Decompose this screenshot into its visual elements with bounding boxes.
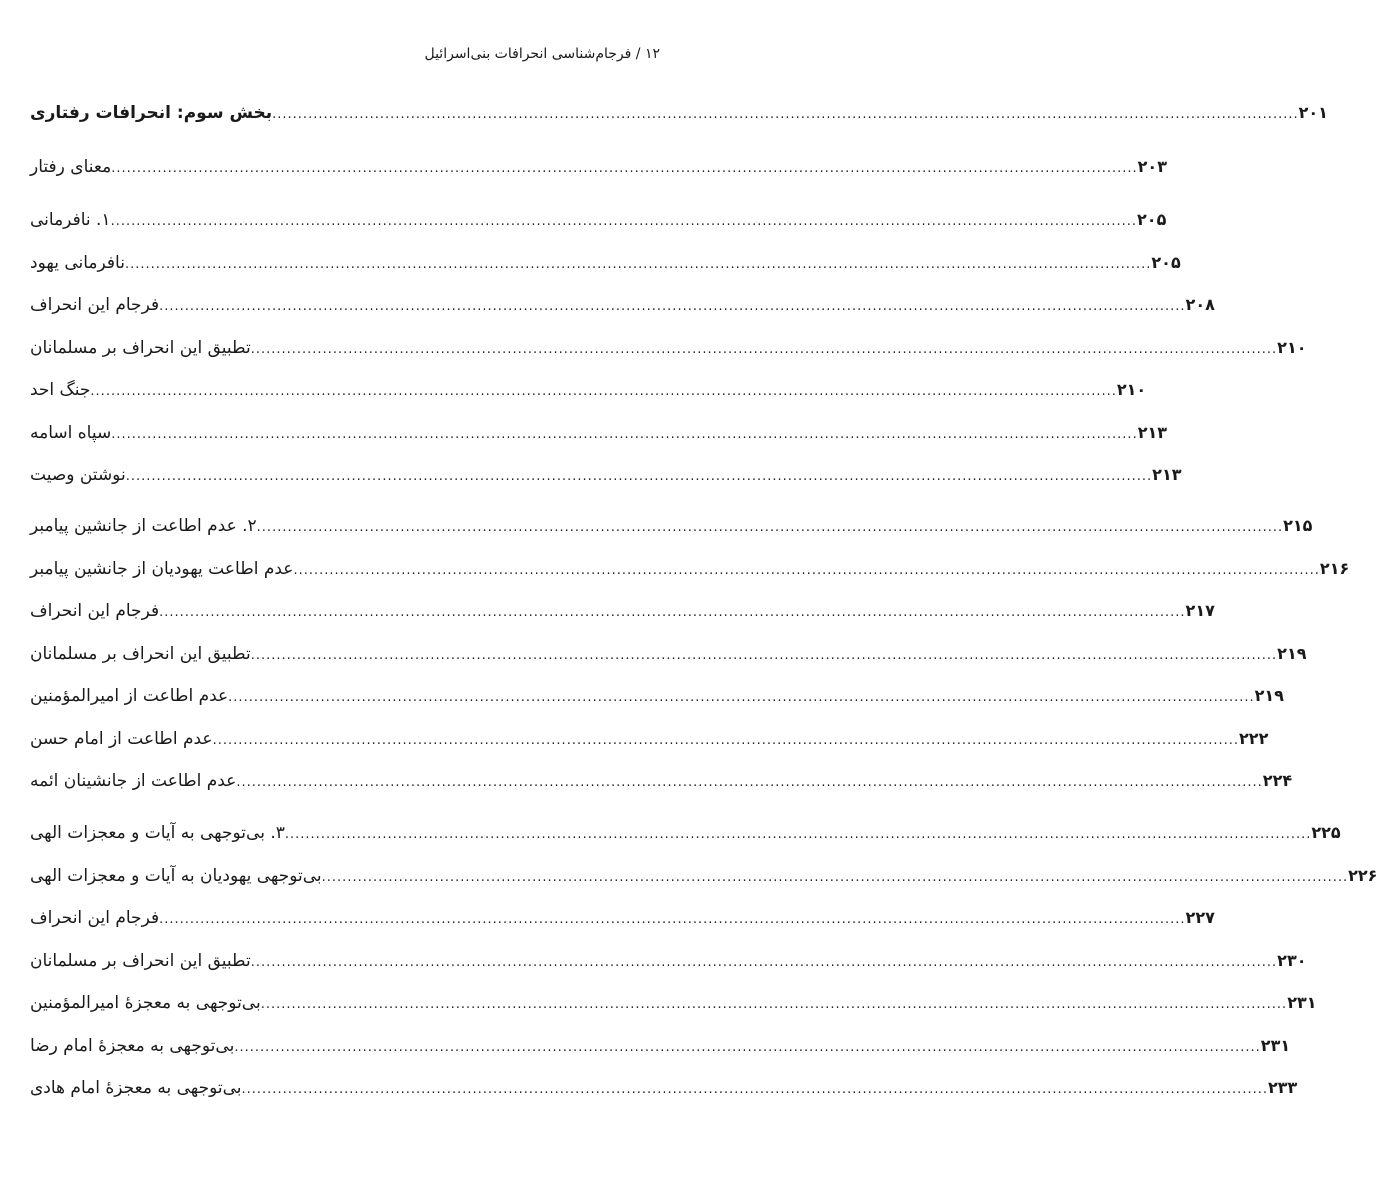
leader-dots: ........................................................................................................................................................................................................ [212, 733, 1240, 748]
toc-entry-title: نوشتن وصیت [30, 465, 126, 485]
toc-entry [24, 251, 1181, 277]
toc-entry-title: بی‌توجهی به معجزهٔ امیرالمؤمنین [30, 993, 261, 1013]
toc-entry-sub [24, 769, 1293, 795]
toc-entry [24, 599, 1215, 625]
toc-entry [24, 293, 1215, 319]
toc-entry-page: ۲۲۴ [1262, 771, 1293, 790]
leader-dots: ........................................................................................................................................................................................................ [250, 342, 1278, 357]
toc-entry [24, 557, 1350, 583]
toc-entry [24, 864, 1378, 890]
toc-entry [24, 906, 1215, 932]
toc-entry [24, 336, 1307, 362]
toc-entry-title: عدم اطاعت از امیرالمؤمنین [30, 686, 229, 706]
toc-entry-sub [24, 378, 1147, 404]
leader-dots: ........................................................................................................................................................................................................ [256, 520, 1284, 535]
toc-entry-title: سپاه اسامه [30, 423, 112, 443]
toc-entry-part [24, 101, 1328, 127]
toc-entry-title: ۱. نافرمانی [30, 210, 111, 230]
toc-entry-title: فرجام این انحراف [30, 295, 160, 315]
toc-entry-page: ۲۰۳ [1137, 157, 1167, 176]
toc-entry-chapter [24, 208, 1167, 234]
toc-entry-sub [24, 1076, 1298, 1102]
toc-entry-chapter [24, 821, 1341, 847]
toc-entry-title: عدم اطاعت یهودیان از جانشین پیامبر [30, 559, 294, 579]
toc-entry-page: ۲۳۰ [1277, 951, 1307, 970]
toc-entry-page: ۲۱۶ [1319, 559, 1350, 578]
toc-entry-title: فرجام این انحراف [30, 908, 160, 928]
toc-entry-title: جنگ احد [30, 380, 91, 400]
leader-dots: ........................................................................................................................................................................................................ [125, 469, 1153, 484]
leader-dots: ........................................................................................................................................................................................................ [236, 775, 1263, 790]
leader-dots: ........................................................................................................................................................................................................ [228, 690, 1255, 705]
toc-entry-sub [24, 421, 1167, 447]
toc-entry [24, 642, 1307, 668]
toc-entry-page: ۲۳۱ [1260, 1036, 1291, 1055]
toc-entry-title: معنای رفتار [30, 157, 112, 177]
leader-dots: ........................................................................................................................................................................................................ [272, 107, 1299, 122]
toc-entry-title: تطبیق این انحراف بر مسلمانان [30, 338, 251, 358]
toc-entry-page: ۲۲۷ [1185, 908, 1215, 927]
toc-entry-page: ۲۱۷ [1185, 601, 1215, 620]
toc-entry-page: ۲۱۵ [1283, 516, 1313, 535]
leader-dots: ........................................................................................................................................................................................................ [111, 161, 1138, 176]
toc-entry [24, 949, 1307, 975]
leader-dots: ........................................................................................................................................................................................................ [234, 1040, 1261, 1055]
leader-dots: ........................................................................................................................................................................................................ [90, 384, 1117, 399]
toc-entry-page: ۲۱۰ [1116, 380, 1147, 399]
toc-entry-page: ۲۰۸ [1185, 295, 1215, 314]
leader-dots: ........................................................................................................................................................................................................ [110, 214, 1138, 229]
leader-dots: ........................................................................................................................................................................................................ [111, 427, 1138, 442]
toc-entry-page: ۲۳۳ [1267, 1078, 1298, 1097]
toc-entry-title: عدم اطاعت از امام حسن [30, 729, 213, 749]
toc-entry-sub [24, 463, 1182, 489]
toc-entry-page: ۲۱۹ [1277, 644, 1307, 663]
toc-entry-chapter [24, 514, 1313, 540]
toc-entry [24, 155, 1167, 181]
toc-entry-page: ۲۰۱ [1298, 103, 1328, 122]
leader-dots: ........................................................................................................................................................................................................ [124, 257, 1152, 272]
toc-entry-title: بخش سوم: انحرافات رفتاری [30, 103, 273, 123]
toc-entry-title: بی‌توجهی یهودیان به آیات و معجزات الهی [30, 866, 322, 886]
toc-entry-sub [24, 684, 1284, 710]
toc-entry-page: ۲۰۵ [1151, 253, 1181, 272]
running-header: ۱۲ / فرجام‌شناسی انحرافات بنی‌اسرائیل [424, 46, 660, 62]
toc-entry-sub [24, 727, 1269, 753]
toc-entry-page: ۲۲۶ [1348, 866, 1378, 885]
toc-entry-title: نافرمانی یهود [30, 253, 125, 273]
toc-entry-title: فرجام این انحراف [30, 601, 160, 621]
toc-entry-page: ۲۱۳ [1152, 465, 1182, 484]
leader-dots: ........................................................................................................................................................................................................ [250, 955, 1278, 970]
leader-dots: ........................................................................................................................................................................................................ [293, 563, 1320, 578]
leader-dots: ........................................................................................................................................................................................................ [284, 827, 1312, 842]
toc-entry-page: ۲۱۰ [1277, 338, 1307, 357]
toc-entry-title: ۲. عدم اطاعت از جانشین پیامبر [30, 516, 257, 536]
toc-entry-title: ۳. بی‌توجهی به آیات و معجزات الهی [30, 823, 285, 843]
toc-entry-page: ۲۰۵ [1137, 210, 1167, 229]
leader-dots: ........................................................................................................................................................................................................ [321, 870, 1349, 885]
leader-dots: ........................................................................................................................................................................................................ [159, 605, 1186, 620]
toc-entry-page: ۲۲۲ [1239, 729, 1269, 748]
leader-dots: ........................................................................................................................................................................................................ [159, 299, 1186, 314]
toc-entry-title: عدم اطاعت از جانشینان ائمه [30, 771, 237, 791]
toc-entry-title: تطبیق این انحراف بر مسلمانان [30, 951, 251, 971]
toc-entry-page: ۲۳۱ [1287, 993, 1317, 1012]
toc-entry-page: ۲۲۵ [1311, 823, 1341, 842]
leader-dots: ........................................................................................................................................................................................................ [250, 648, 1278, 663]
toc-entry-title: بی‌توجهی به معجزهٔ امام رضا [30, 1036, 235, 1056]
leader-dots: ........................................................................................................................................................................................................ [159, 912, 1186, 927]
toc-entry-title: تطبیق این انحراف بر مسلمانان [30, 644, 251, 664]
toc-entry-sub [24, 991, 1317, 1017]
leader-dots: ........................................................................................................................................................................................................ [260, 997, 1288, 1012]
leader-dots: ........................................................................................................................................................................................................ [241, 1082, 1268, 1097]
toc-entry-title: بی‌توجهی به معجزهٔ امام هادی [30, 1078, 242, 1098]
toc-entry-page: ۲۱۳ [1137, 423, 1167, 442]
toc-entry-sub [24, 1034, 1291, 1060]
toc-entry-page: ۲۱۹ [1254, 686, 1284, 705]
